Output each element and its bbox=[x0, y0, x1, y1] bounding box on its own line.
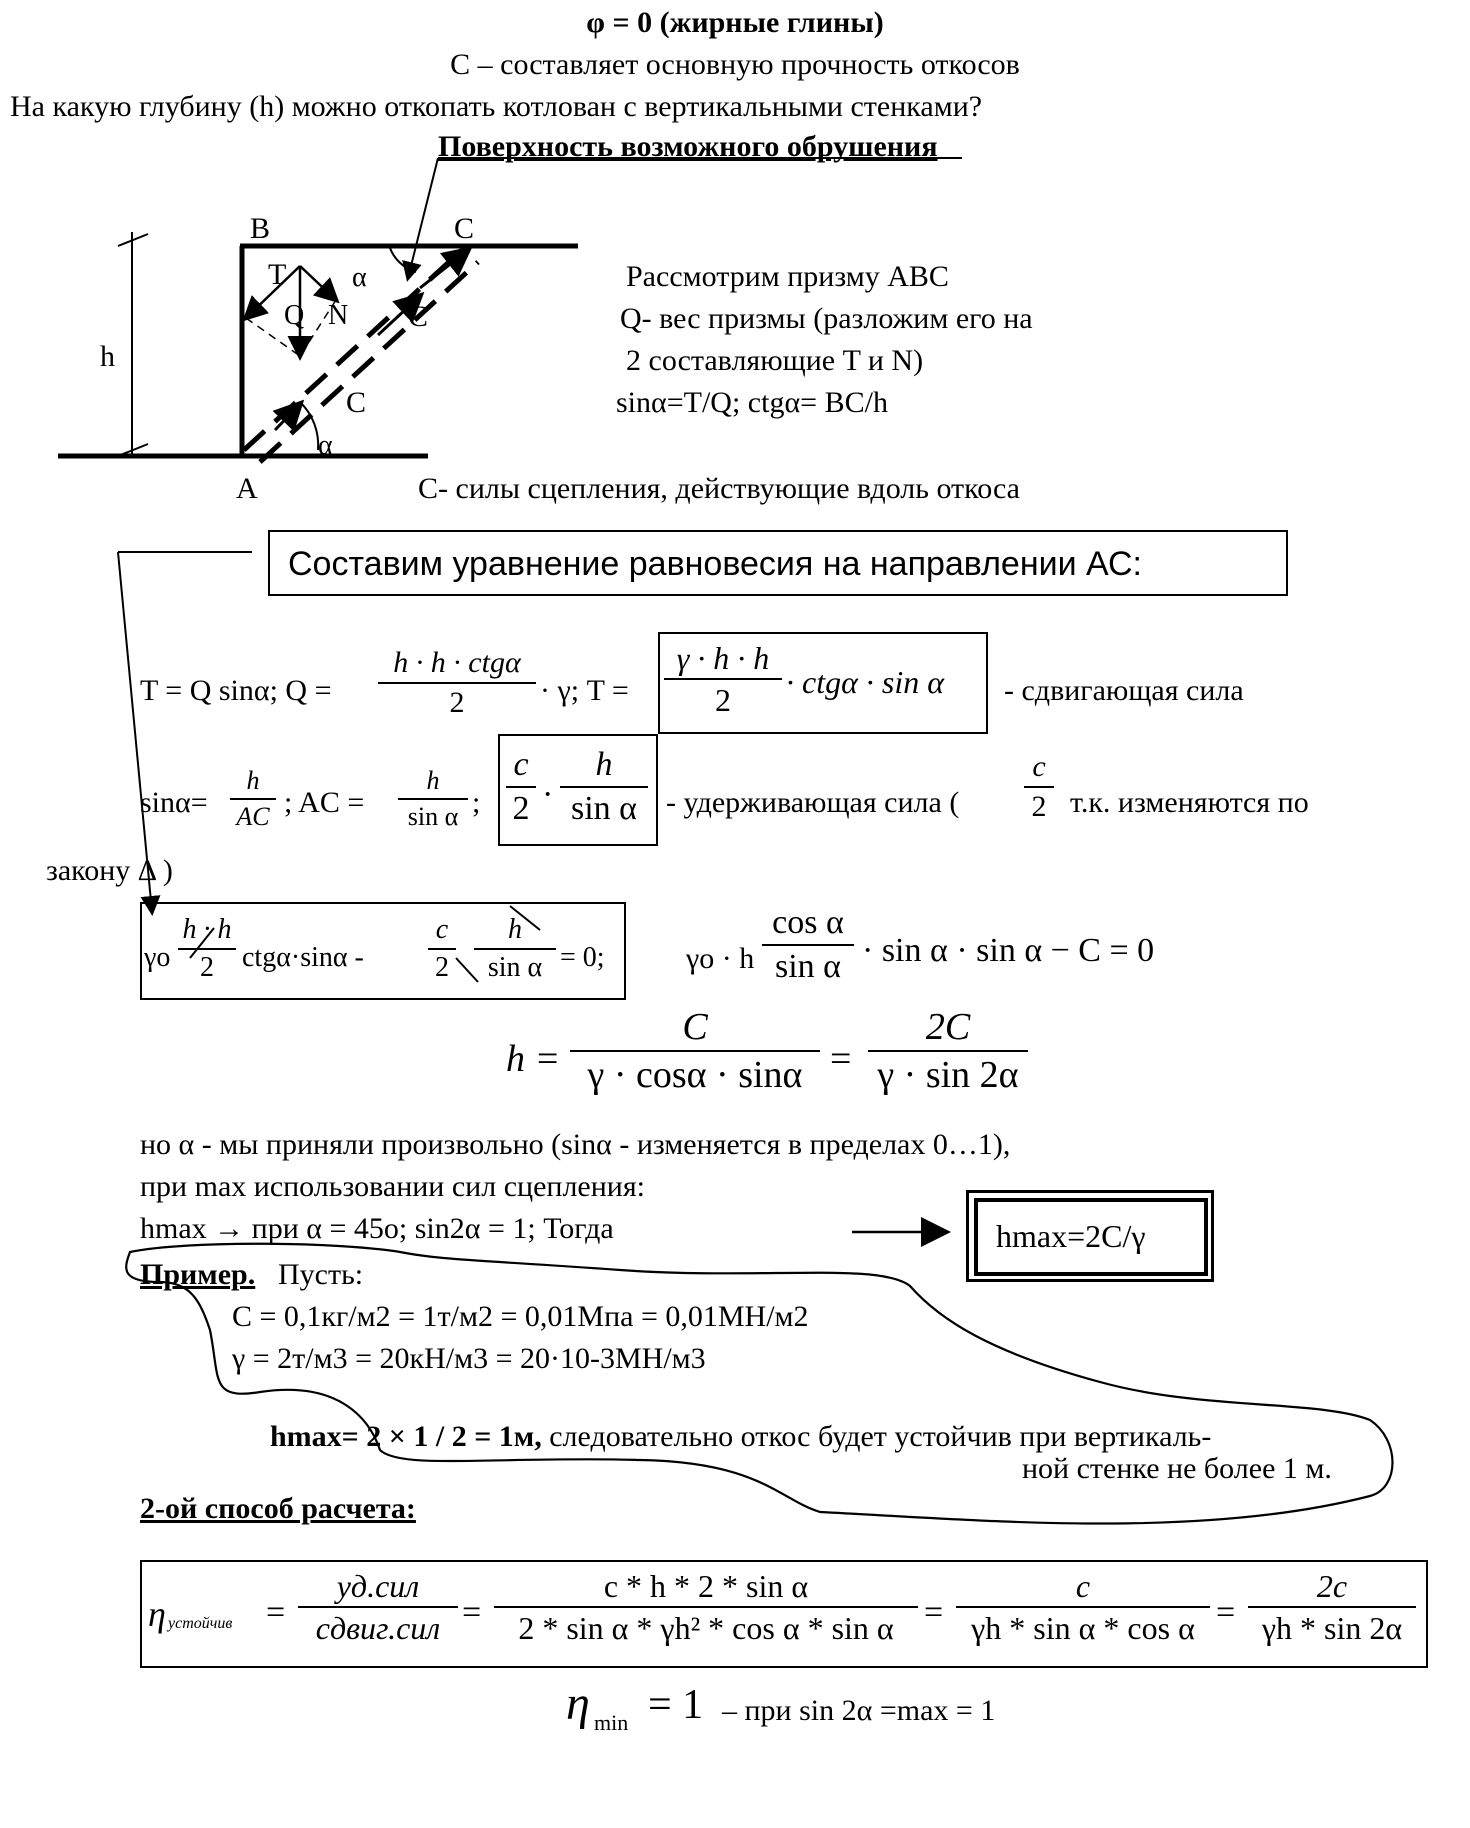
explanation-line-2: Q- вес призмы (разложим его на bbox=[620, 302, 1033, 335]
eq2-line-end: закону Δ ) bbox=[46, 854, 173, 887]
eq4-lhs: h = bbox=[506, 1038, 561, 1080]
eq1-t-tail: · ctgα · sin α bbox=[786, 664, 945, 700]
explanation-line-3: 2 составляющие T и N) bbox=[626, 344, 924, 377]
eta-min-symbol: η bbox=[566, 1677, 590, 1730]
angle-alpha-top-label: α bbox=[352, 262, 367, 293]
notes-line-3: hmax → при α = 45o; sin2α = 1; Тогда bbox=[140, 1212, 614, 1245]
method2-eq-3: = bbox=[924, 1594, 944, 1631]
cohesion-C-low-label: C bbox=[346, 386, 367, 419]
eq3-right-tail: · sin α · sin α − C = 0 bbox=[862, 932, 1155, 969]
eta-min-subscript: min bbox=[594, 1710, 629, 1735]
eq2-h-fraction: h sin α bbox=[560, 748, 648, 826]
eq1-lead: T = Q sinα; Q = bbox=[140, 674, 332, 707]
eq2-tail: т.к. изменяются по bbox=[1070, 786, 1309, 819]
cohesion-description: C- силы сцепления, действующие вдоль откоса bbox=[418, 472, 1020, 505]
eq2-mid: ; AC = bbox=[284, 786, 365, 819]
eq2-lead: sinα= bbox=[140, 786, 208, 819]
eq2-dot: · bbox=[542, 776, 554, 813]
example-gamma-value: γ = 2т/м3 = 20кН/м3 = 20·10-3МН/м3 bbox=[232, 1342, 706, 1375]
method2-fraction-3: c γh * sin α * cos α bbox=[956, 1570, 1210, 1644]
question-line: На какую глубину (h) можно откопать котлован с вертикальными стенками? bbox=[10, 90, 983, 123]
eq1-q-fraction: h · h · ctgα 2 bbox=[378, 648, 536, 718]
height-h-label: h bbox=[100, 340, 115, 373]
eq3-hh-fraction: h · h 2 bbox=[178, 916, 236, 982]
eq4-equals: = bbox=[830, 1038, 852, 1080]
cohesion-C-mid-label: C bbox=[408, 300, 429, 333]
method2-eta-subscript: устойчив bbox=[168, 1615, 233, 1632]
point-A-label: A bbox=[236, 472, 258, 505]
eq1-suffix: - сдвигающая сила bbox=[1004, 674, 1244, 707]
method2-eq-4: = bbox=[1216, 1594, 1236, 1631]
page-title: φ = 0 (жирные глины) bbox=[586, 6, 884, 39]
example-result-line-1 bbox=[270, 1422, 1211, 1452]
example-c-value: С = 0,1кг/м2 = 1т/м2 = 0,01Мпа = 0,01МН/м2 bbox=[232, 1300, 809, 1333]
explanation-line-1: Рассмотрим призму ABC bbox=[626, 260, 949, 293]
force-N-label: N bbox=[328, 300, 349, 331]
example-result-bold: hmax= 2 × 1 / 2 = 1м, bbox=[270, 1420, 542, 1453]
example-title: Пример. bbox=[140, 1258, 256, 1291]
point-C-label: C bbox=[454, 212, 475, 245]
eta-min-tail: – при sin 2α =max = 1 bbox=[722, 1694, 996, 1727]
method2-fraction-1: уд.сил сдвиг.сил bbox=[298, 1570, 458, 1644]
example-lead: Пусть: bbox=[278, 1258, 364, 1291]
eq2-sin-fraction: h AC bbox=[230, 768, 276, 830]
eq3-cos-sin-fraction: cos α sin α bbox=[762, 906, 854, 984]
method2-eta: η bbox=[148, 1594, 166, 1634]
point-B-label: B bbox=[250, 212, 271, 245]
eq1-after-q: · γ; T = bbox=[540, 674, 629, 707]
force-T-label: T bbox=[268, 258, 287, 291]
notes-line-2: при max использовании сил сцепления: bbox=[140, 1170, 645, 1203]
surface-label: Поверхность возможного обрушения bbox=[438, 130, 938, 163]
method2-fraction-2: c * h * 2 * sin α 2 * sin α * γh² * cos α * sin α bbox=[494, 1570, 918, 1644]
explanation-line-4: sinα=T/Q; ctgα= BC/h bbox=[616, 386, 888, 419]
eq2-c-fraction: c 2 bbox=[506, 748, 536, 826]
eq3-hsin-fraction: h sin α bbox=[474, 916, 556, 982]
eq2-ac-fraction: h sin α bbox=[398, 768, 468, 830]
angle-alpha-low-label: α bbox=[318, 430, 333, 461]
eq1-t-fraction: γ · h · h 2 bbox=[664, 642, 782, 716]
eq4-fraction-2: 2C γ · sin 2α bbox=[868, 1008, 1028, 1094]
method2-eq-1: = bbox=[266, 1594, 286, 1631]
subtitle-line: С – составляет основную прочность откосов bbox=[450, 48, 1020, 81]
example-result-line-2: ной стенке не более 1 м. bbox=[1022, 1452, 1332, 1485]
eq3-left-end: = 0; bbox=[560, 942, 605, 973]
eq2-suffix: - удерживающая сила ( bbox=[666, 786, 960, 819]
example-result-rest: следовательно откос будет устойчив при вертикаль- bbox=[541, 1420, 1212, 1453]
eq3-left-gamma: γo bbox=[144, 942, 171, 973]
eq2-c2-fraction: c 2 bbox=[1024, 752, 1054, 822]
force-Q-label: Q bbox=[284, 300, 305, 331]
method2-fraction-4: 2c γh * sin 2α bbox=[1248, 1570, 1416, 1644]
result-formula: hmax=2C/γ bbox=[996, 1218, 1146, 1254]
eq3-right-gamma: γo · h bbox=[686, 942, 755, 975]
eta-min-value: = 1 bbox=[648, 1682, 704, 1728]
eq4-fraction-1: C γ · cosα · sinα bbox=[570, 1008, 820, 1094]
equilibrium-heading: Составим уравнение равновесия на направлении АС: bbox=[288, 545, 1142, 583]
method2-title: 2-ой способ расчета: bbox=[140, 1492, 416, 1525]
method2-eq-2: = bbox=[462, 1594, 482, 1631]
eq3-c-fraction: c 2 bbox=[428, 916, 456, 982]
eq3-left-mid: ctgα·sinα - bbox=[242, 942, 364, 973]
notes-line-1: но α - мы приняли произвольно (sinα - изменяется в пределах 0…1), bbox=[140, 1128, 1011, 1161]
eq2-semicolon: ; bbox=[472, 786, 481, 819]
